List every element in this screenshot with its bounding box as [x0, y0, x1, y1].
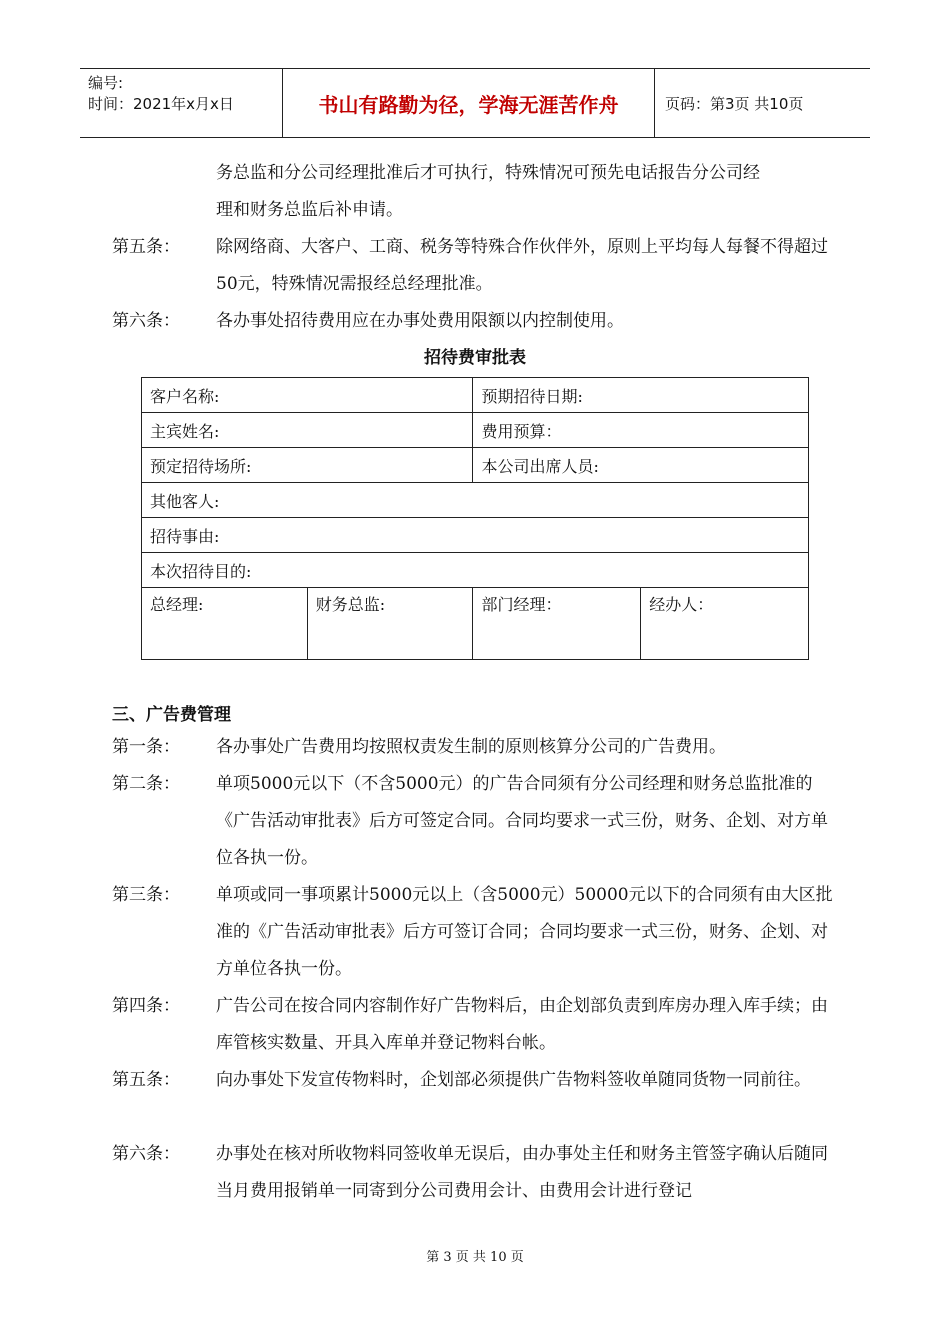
hospitality-approval-table: [141, 377, 809, 660]
article: [112, 766, 852, 877]
continuation-line: 务总监和分公司经理批准后才可执行，特殊情况可预先电话报告分公司经: [216, 163, 760, 183]
other-guests-cell[interactable]: 其他客人:: [142, 483, 809, 518]
page-footer: 第 3 页 共 10 页: [426, 1250, 524, 1265]
attendees-cell[interactable]: 本公司出席人员:: [473, 448, 809, 483]
guest-name-cell[interactable]: 主宾姓名:: [142, 413, 473, 448]
article-label: 第五条：: [112, 237, 180, 257]
article: [112, 1136, 852, 1210]
article: [112, 877, 852, 988]
table-row: [142, 518, 809, 553]
article: [112, 729, 852, 766]
table-row: [142, 448, 809, 483]
document-time: 时间：2021年x月x日: [88, 95, 234, 113]
reason-cell[interactable]: 招待事由:: [142, 518, 809, 553]
finance-director-signature-cell[interactable]: 财务总监:: [307, 588, 473, 660]
article-label: 第六条：: [112, 311, 180, 331]
article-text: 单项5000元以下（不含5000元）的广告合同须有分公司经理和财务总监批准的《广告活动审批表》后方可签定合同。合同均要求一式三份，财务、企划、对方单位各执一份。: [216, 774, 828, 868]
header-page-info: 页码：第3页 共10页: [665, 94, 804, 113]
dept-manager-signature-cell[interactable]: 部门经理：: [473, 588, 641, 660]
table-row: [142, 378, 809, 413]
table-row: [142, 553, 809, 588]
article-label: 第一条：: [112, 737, 180, 757]
customer-name-cell[interactable]: 客户名称:: [142, 378, 473, 413]
article-label: 第四条：: [112, 996, 180, 1016]
table-title: 招待费审批表: [424, 348, 526, 368]
header-divider: [654, 69, 655, 137]
page-header: [80, 68, 870, 138]
article-label: 第五条：: [112, 1070, 180, 1090]
header-meta: [88, 73, 283, 115]
table-row: [142, 413, 809, 448]
article-label: 第二条：: [112, 774, 180, 794]
article-text: 办事处在核对所收物料同签收单无误后，由办事处主任和财务主管签字确认后随同当月费用报销单一同寄到分公司费用会计、由费用会计进行登记: [216, 1144, 828, 1201]
gm-signature-cell[interactable]: 总经理:: [142, 588, 308, 660]
signature-row: [142, 588, 809, 660]
venue-cell[interactable]: 预定招待场所:: [142, 448, 473, 483]
article-text: 各办事处招待费用应在办事处费用限额以内控制使用。: [216, 311, 624, 331]
expected-date-cell[interactable]: 预期招待日期:: [473, 378, 809, 413]
article: [112, 988, 852, 1062]
handler-signature-cell[interactable]: 经办人：: [641, 588, 809, 660]
article: [112, 229, 852, 303]
article-text: 广告公司在按合同内容制作好广告物料后，由企划部负责到库房办理入库手续；由库管核实数量、开具入库单并登记物料台帐。: [216, 996, 828, 1053]
article: [112, 1062, 852, 1136]
article-text: 除网络商、大客户、工商、税务等特殊合作伙伴外，原则上平均每人每餐不得超过50元，特殊情况需报经总经理批准。: [216, 237, 828, 294]
table-row: [142, 483, 809, 518]
article-text: 各办事处广告费用均按照权责发生制的原则核算分公司的广告费用。: [216, 737, 726, 757]
article-label: 第六条：: [112, 1144, 180, 1164]
header-motto: 书山有路勤为径，学海无涯苦作舟: [318, 92, 619, 117]
article-text: 向办事处下发宣传物料时，企划部必须提供广告物料签收单随同货物一同前往。: [216, 1070, 811, 1090]
section-heading: 三、广告费管理: [112, 705, 231, 725]
article-text: 单项或同一事项累计5000元以上（含5000元）50000元以下的合同须有由大区批准的《广告活动审批表》后方可签订合同；合同均要求一式三份，财务、企划、对方单位各执一份。: [216, 885, 833, 979]
purpose-cell[interactable]: 本次招待目的:: [142, 553, 809, 588]
budget-cell[interactable]: 费用预算：: [473, 413, 809, 448]
continuation-line: 理和财务总监后补申请。: [216, 200, 403, 220]
document-number: 编号:: [88, 74, 124, 92]
article-label: 第三条：: [112, 885, 180, 905]
